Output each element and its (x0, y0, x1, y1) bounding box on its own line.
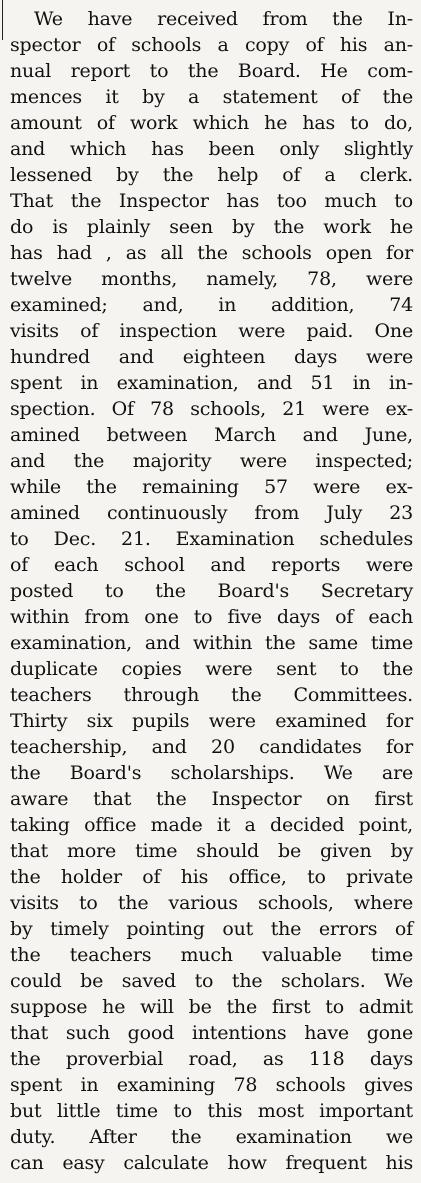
text-line: the proverbial road, as 118 days (10, 1048, 413, 1070)
text-line: amount of work which he has to do, (10, 112, 413, 134)
text-line: examination, and within the same time (10, 632, 413, 654)
text-line: that more time should be given by (10, 840, 413, 862)
text-line: visits to the various schools, where (10, 892, 413, 914)
text-line: of each school and reports were (10, 554, 413, 576)
text-line: spent in examination, and 51 in in- (10, 372, 413, 394)
text-line: do is plainly seen by the work he (10, 216, 413, 238)
text-line: That the Inspector has too much to (10, 190, 413, 212)
text-line: duplicate copies were sent to the (10, 658, 413, 680)
text-line: aware that the Inspector on first (10, 788, 413, 810)
text-line: duty. After the examination we (10, 1126, 413, 1148)
text-line: while the remaining 57 were ex- (10, 476, 413, 498)
text-line: lessened by the help of a clerk. (10, 164, 413, 186)
text-line: taking office made it a decided point, (10, 814, 413, 836)
text-line: to Dec. 21. Examination schedules (10, 528, 413, 550)
column-rule (2, 0, 3, 40)
text-line: spent in examining 78 schools gives (10, 1074, 413, 1096)
text-line: can easy calculate how frequent his (10, 1152, 413, 1174)
text-line: the holder of his office, to private (10, 866, 413, 888)
text-line: amined between March and June, (10, 424, 413, 446)
text-line: amined continuously from July 23 (10, 502, 413, 524)
text-line: but little time to this most important (10, 1100, 413, 1122)
text-line: We have received from the In- (34, 8, 413, 30)
text-line: visits of inspection were paid. One (10, 320, 413, 342)
text-line: has had , as all the schools open for (10, 242, 413, 264)
text-line: and which has been only slightly (10, 138, 413, 160)
text-line: mences it by a statement of the (10, 86, 413, 108)
text-line: spection. Of 78 schools, 21 were ex- (10, 398, 413, 420)
text-line: Thirty six pupils were examined for (10, 710, 413, 732)
text-line: could be saved to the scholars. We (10, 970, 413, 992)
text-line: that such good intentions have gone (10, 1022, 413, 1044)
text-line: teachership, and 20 candidates for (10, 736, 413, 758)
text-line: the Board's scholarships. We are (10, 762, 413, 784)
text-line: hundred and eighteen days were (10, 346, 413, 368)
text-line: posted to the Board's Secretary (10, 580, 413, 602)
text-line: examined; and, in addition, 74 (10, 294, 413, 316)
text-line: and the majority were inspected; (10, 450, 413, 472)
text-line: nual report to the Board. He com- (10, 60, 413, 82)
text-line: suppose he will be the first to admit (10, 996, 413, 1018)
text-line: by timely pointing out the errors of (10, 918, 413, 940)
text-line: within from one to five days of each (10, 606, 413, 628)
text-line: teachers through the Committees. (10, 684, 413, 706)
text-line: spector of schools a copy of his an- (10, 34, 413, 56)
text-line: the teachers much valuable time (10, 944, 413, 966)
text-line: twelve months, namely, 78, were (10, 268, 413, 290)
